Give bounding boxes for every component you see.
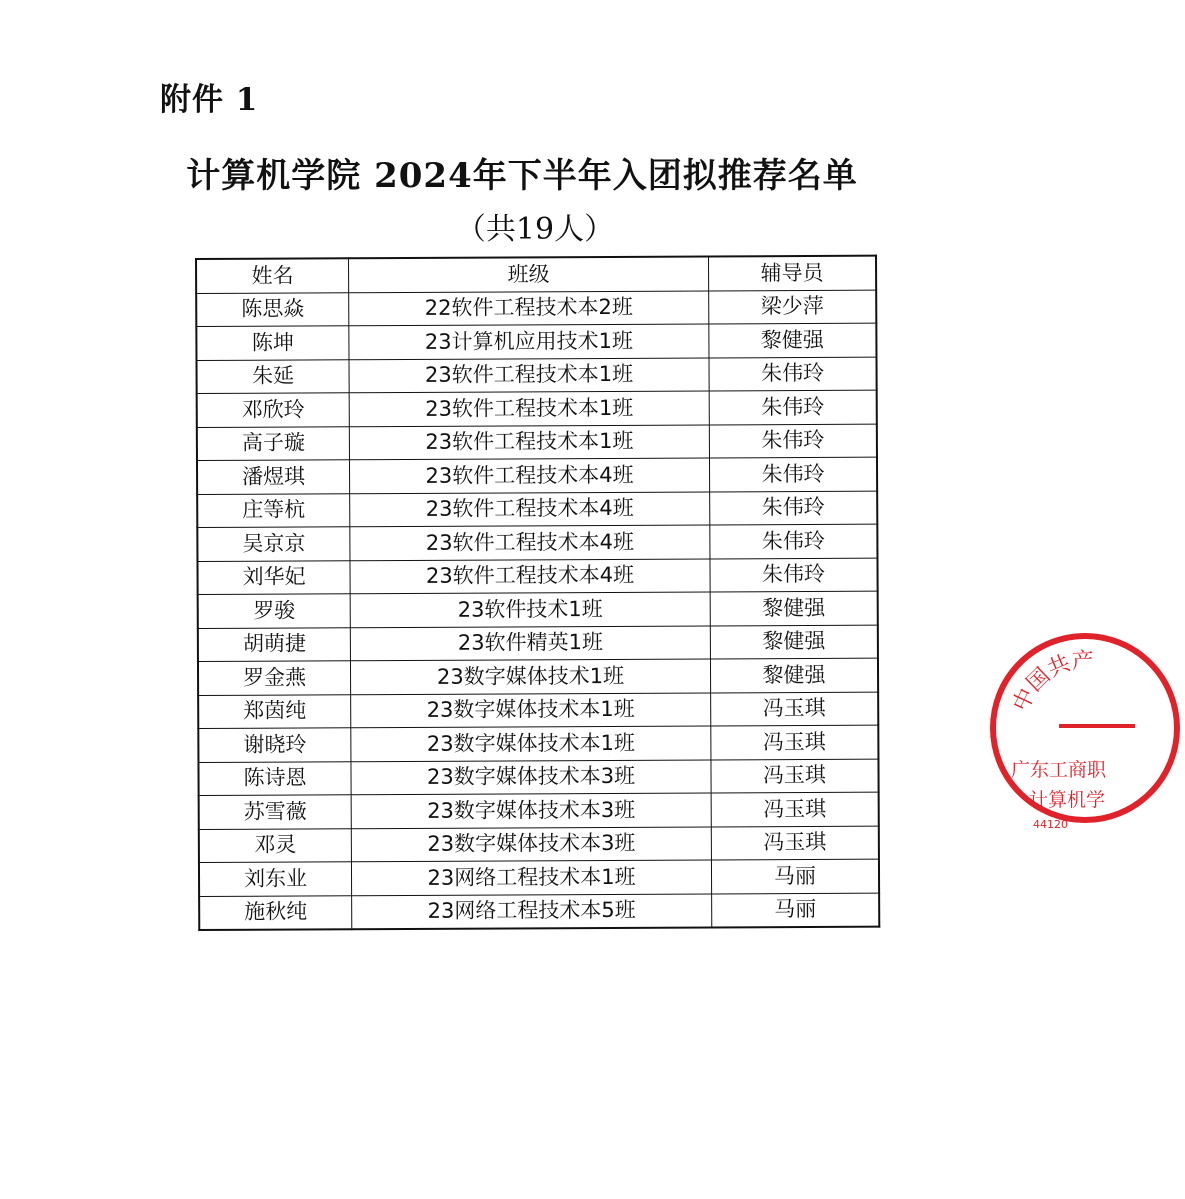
- cell-name: 陈诗恩: [198, 761, 351, 795]
- table-row: [196, 290, 876, 327]
- cell-tutor: 朱伟玲: [709, 457, 877, 491]
- cell-class: 23数字媒体技术1班: [351, 659, 711, 694]
- cell-tutor: 冯玉琪: [711, 692, 879, 726]
- cell-name: 郑茵纯: [198, 694, 351, 728]
- cell-class: 23网络工程技术本5班: [352, 893, 712, 929]
- cell-tutor: 朱伟玲: [709, 390, 877, 424]
- cell-tutor: 马丽: [711, 859, 879, 893]
- table-row: [198, 625, 878, 662]
- cell-name: 陈思焱: [196, 292, 349, 326]
- cell-class: 23软件技术1班: [350, 592, 710, 627]
- table-row: [199, 792, 879, 829]
- page-title: 计算机学院 2024年下半年入团拟推荐名单: [186, 156, 858, 196]
- cell-class: 22软件工程技术本2班: [349, 290, 709, 325]
- cell-tutor: 梁少萍: [709, 290, 877, 324]
- cell-tutor: 黎健强: [710, 591, 878, 625]
- cell-class: 23软件工程技术本1班: [349, 391, 709, 426]
- cell-tutor: 冯玉琪: [711, 826, 879, 860]
- official-seal-icon: [985, 628, 1185, 828]
- cell-name: 罗骏: [198, 594, 351, 628]
- cell-tutor: 朱伟玲: [710, 558, 878, 592]
- cell-class: 23软件工程技术本4班: [350, 458, 710, 493]
- cell-name: 朱延: [196, 359, 349, 393]
- cell-tutor: 朱伟玲: [709, 357, 877, 391]
- cell-name: 刘华妃: [197, 560, 350, 594]
- cell-tutor: 黎健强: [710, 658, 878, 692]
- cell-tutor: 马丽: [712, 893, 880, 928]
- cell-class: 23网络工程技术本1班: [352, 860, 712, 895]
- table-row: [197, 558, 877, 595]
- cell-name: 刘东业: [199, 862, 352, 896]
- cell-name: 苏雪薇: [199, 795, 352, 829]
- cell-name: 陈坤: [196, 326, 349, 360]
- table-row: [197, 524, 877, 561]
- cell-name: 邓灵: [199, 828, 352, 862]
- cell-name: 胡萌捷: [198, 627, 351, 661]
- table-row: [199, 893, 879, 930]
- table-body: [196, 290, 879, 930]
- seal-text-bottom: 计算机学: [1029, 789, 1106, 811]
- cell-class: 23数字媒体技术本3班: [351, 793, 711, 828]
- cell-class: 23软件工程技术本1班: [349, 424, 709, 459]
- cell-class: 23软件工程技术本4班: [350, 558, 710, 593]
- recommendation-table: [195, 255, 880, 931]
- table-row: [198, 725, 878, 762]
- cell-class: 23软件精英1班: [350, 625, 710, 660]
- column-header-class: 班级: [349, 256, 709, 292]
- cell-class: 23数字媒体技术本1班: [351, 726, 711, 761]
- seal-text-top: 中国共产: [1008, 648, 1095, 716]
- cell-tutor: 冯玉琪: [711, 759, 879, 793]
- cell-tutor: 朱伟玲: [710, 491, 878, 525]
- cell-tutor: 冯玉琪: [711, 792, 879, 826]
- attachment-label: 附件 1: [160, 82, 259, 118]
- cell-tutor: 黎健强: [709, 323, 877, 357]
- table-row: [196, 323, 876, 360]
- table-row: [196, 357, 876, 394]
- table-row: [199, 826, 879, 863]
- cell-class: 23计算机应用技术1班: [349, 324, 709, 359]
- cell-tutor: 朱伟玲: [709, 424, 877, 458]
- cell-tutor: 黎健强: [710, 625, 878, 659]
- cell-class: 23数字媒体技术本3班: [351, 759, 711, 794]
- cell-name: 邓欣玲: [197, 393, 350, 427]
- cell-name: 罗金燕: [198, 661, 351, 695]
- seal-text-middle: 广东工商职: [1011, 759, 1107, 781]
- table-header-row: [196, 256, 876, 293]
- cell-class: 23软件工程技术本4班: [350, 491, 710, 526]
- table-row: [197, 457, 877, 494]
- table-row: [197, 491, 877, 528]
- table-row: [198, 591, 878, 628]
- cell-name: 吴京京: [197, 527, 350, 561]
- table-row: [198, 658, 878, 695]
- cell-class: 23软件工程技术本4班: [350, 525, 710, 560]
- cell-name: 谢晓玲: [198, 728, 351, 762]
- seal-code: 44120: [1033, 818, 1068, 828]
- cell-tutor: 朱伟玲: [710, 524, 878, 558]
- cell-tutor: 冯玉琪: [711, 725, 879, 759]
- cell-name: 潘煜琪: [197, 460, 350, 494]
- cell-class: 23数字媒体技术本3班: [351, 826, 711, 861]
- page-subtitle: （共19人）: [455, 212, 615, 247]
- cell-class: 23软件工程技术本1班: [349, 357, 709, 392]
- column-header-name: 姓名: [196, 258, 349, 293]
- cell-name: 庄等杭: [197, 493, 350, 527]
- table-row: [198, 759, 878, 796]
- cell-name: 高子璇: [197, 426, 350, 460]
- cell-name: 施秋纯: [199, 895, 352, 930]
- table-row: [197, 424, 877, 461]
- table-row: [199, 859, 879, 896]
- table-row: [197, 390, 877, 427]
- column-header-tutor: 辅导员: [708, 256, 876, 291]
- cell-class: 23数字媒体技术本1班: [351, 692, 711, 727]
- table-row: [198, 692, 878, 729]
